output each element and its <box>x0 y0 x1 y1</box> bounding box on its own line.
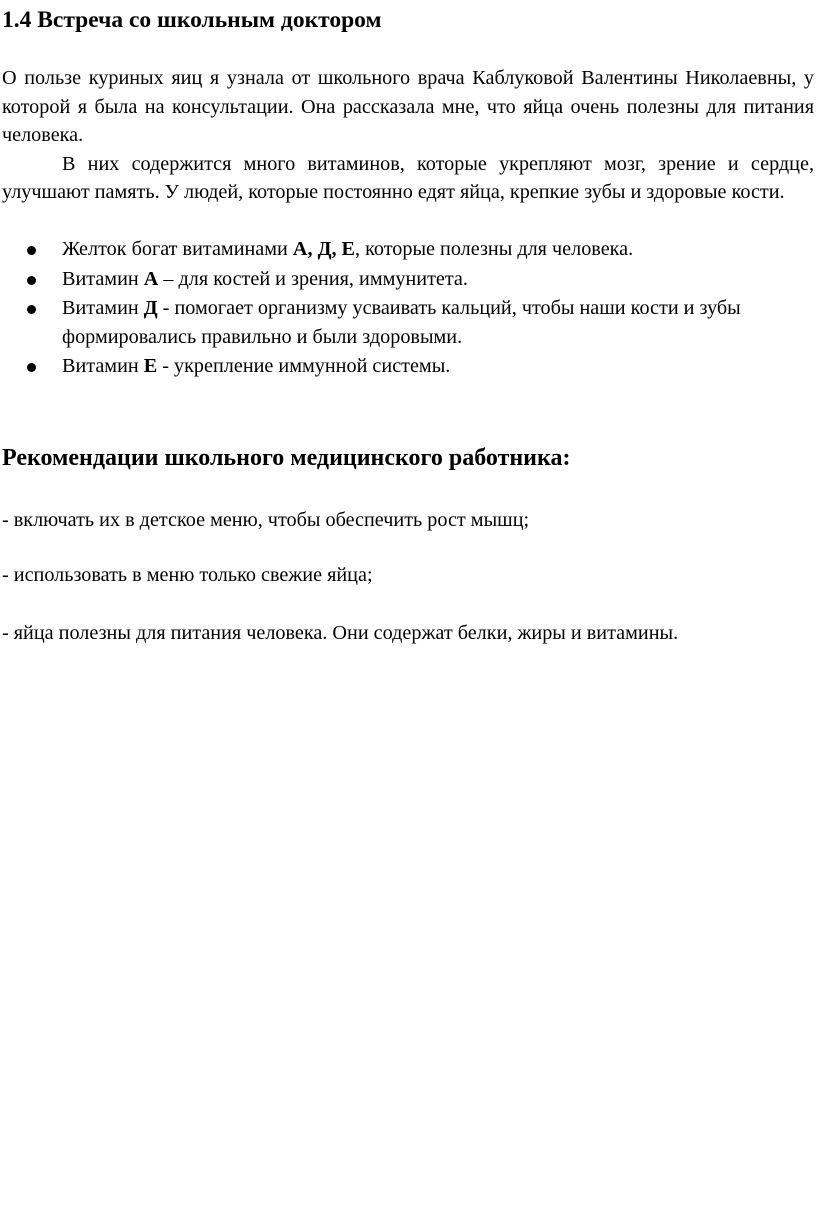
intro-text <box>2 64 814 207</box>
vitamin-name: Е <box>143 355 158 378</box>
vitamin-text: - помогает организму усваивать кальций, чтобы наши кости и зубы формировались правильно и были здоровыми. <box>62 297 741 348</box>
vitamin-text: Витамин <box>62 267 144 290</box>
vitamin-name: А <box>143 267 159 290</box>
intro-paragraph-2: В них содержится много витаминов, которые укрепляют мозг, зрение и сердце, улучшают память. У людей, которые постоянно едят яйца, крепкие зубы и здоровые кости. <box>2 152 814 204</box>
section-title: 1.4 Встреча со школьным доктором <box>2 7 382 33</box>
vitamin-text: - укрепление иммунной системы. <box>157 355 451 378</box>
vitamin-name: Д <box>143 297 158 320</box>
vitamin-list <box>0 235 814 382</box>
bullet-icon <box>27 363 36 372</box>
recommendation-item: - включать их в детское меню, чтобы обеспечить рост мышц; <box>2 509 530 531</box>
vitamin-text: , которые полезны для человека. <box>355 238 634 260</box>
recommendation-item: - яйца полезны для питания человека. Они содержат белки, жиры и витамины. <box>2 622 679 644</box>
bullet-icon <box>27 305 36 314</box>
list-item <box>0 265 814 294</box>
vitamin-text: – для костей и зрения, иммунитета. <box>158 267 468 290</box>
vitamin-text: Витамин <box>62 355 144 378</box>
recommendations-title: Рекомендации школьного медицинского работника: <box>2 445 571 471</box>
bullet-icon <box>27 246 36 255</box>
list-item <box>0 235 814 264</box>
vitamin-text: Желток богат витаминами <box>62 238 293 260</box>
intro-paragraph-1: О пользе куриных яиц я узнала от школьного врача Каблуковой Валентины Николаевны, у которой я была на консультации. Она рассказала мне, что яйца очень полезны для питания человека. <box>2 67 814 147</box>
vitamin-text: Витамин <box>62 297 144 320</box>
list-item <box>0 352 814 381</box>
list-item <box>0 294 814 351</box>
bullet-icon <box>27 276 36 285</box>
recommendation-item: - использовать в меню только свежие яйца; <box>2 564 373 586</box>
vitamin-name: А, Д, Е <box>292 238 356 260</box>
